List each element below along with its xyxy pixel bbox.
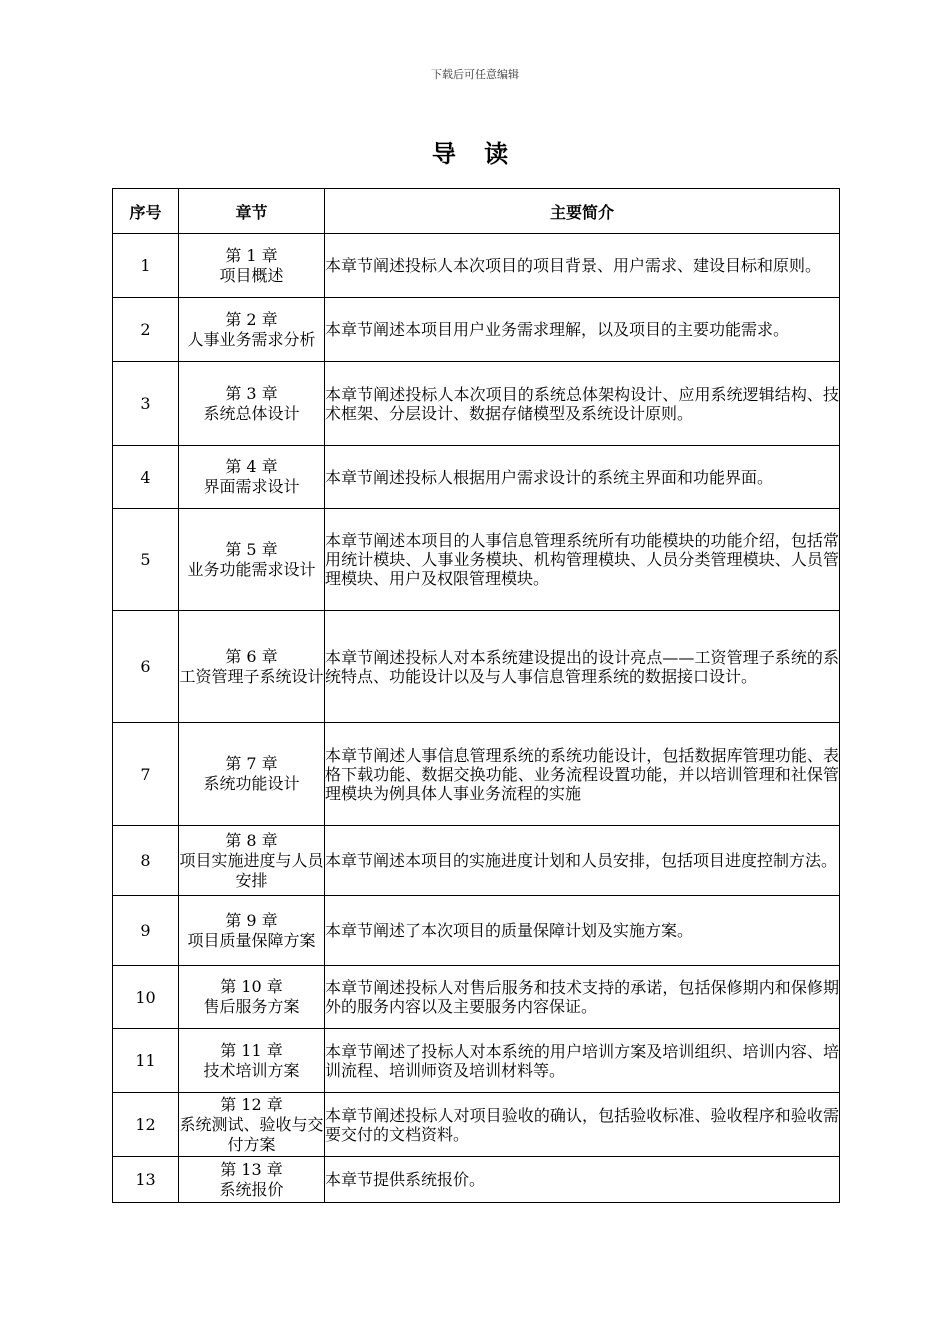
- chapter-summary: 本章节阐述投标人对项目验收的确认，包括验收标准、验收程序和验收需要交付的文档资料。: [325, 1093, 840, 1157]
- chapter-summary: 本章节阐述投标人本次项目的项目背景、用户需求、建设目标和原则。: [325, 234, 840, 298]
- table-row: [113, 1157, 840, 1203]
- table-row: [113, 826, 840, 896]
- chapter-cell: [179, 1093, 325, 1157]
- chapter-number: 第 11 章: [220, 1040, 283, 1060]
- table-row: [113, 966, 840, 1029]
- table-row: [113, 509, 840, 611]
- chapter-cell: [179, 966, 325, 1029]
- row-number: 4: [113, 446, 179, 509]
- chapter-name: 项目概述: [219, 265, 284, 285]
- row-number: 10: [113, 966, 179, 1029]
- chapter-cell: [179, 826, 325, 896]
- row-number: 3: [113, 362, 179, 446]
- chapter-cell: [179, 896, 325, 966]
- header-note: 下载后可任意编辑: [431, 68, 519, 81]
- chapter-number: 第 1 章: [225, 245, 278, 265]
- chapter-summary: 本章节阐述投标人对本系统建设提出的设计亮点——工资管理子系统的系统特点、功能设计以及与人事信息管理系统的数据接口设计。: [325, 611, 840, 723]
- chapter-number: 第 8 章: [225, 830, 278, 850]
- chapter-number: 第 5 章: [225, 539, 278, 559]
- chapter-cell: [179, 723, 325, 826]
- chapter-number: 第 10 章: [220, 977, 283, 996]
- chapter-name: 系统报价: [219, 1179, 284, 1199]
- chapter-name: 项目质量保障方案: [187, 930, 316, 950]
- chapter-summary: 本章节阐述投标人对售后服务和技术支持的承诺，包括保修期内和保修期外的服务内容以及主要服务内容保证。: [325, 966, 840, 1029]
- table-row: [113, 611, 840, 723]
- chapter-summary: 本章节阐述投标人本次项目的系统总体架构设计、应用系统逻辑结构、技术框架、分层设计、数据存储模型及系统设计原则。: [325, 362, 840, 446]
- chapter-summary: 本章节提供系统报价。: [325, 1157, 840, 1203]
- row-number: 2: [113, 298, 179, 362]
- table-row: [113, 723, 840, 826]
- chapter-name: 界面需求设计: [203, 477, 300, 496]
- table-row: [113, 1093, 840, 1157]
- chapter-name: 系统测试、验收与交付方案: [179, 1114, 324, 1154]
- header-summary: 主要简介: [325, 189, 840, 234]
- header-no: 序号: [113, 189, 179, 234]
- chapter-cell: [179, 1157, 325, 1203]
- table-row: [113, 362, 840, 446]
- row-number: 7: [113, 723, 179, 826]
- chapter-cell: [179, 611, 325, 723]
- chapter-cell: [179, 509, 325, 611]
- table-row: [113, 446, 840, 509]
- header-chapter: 章节: [179, 189, 325, 234]
- chapter-number: 第 2 章: [225, 309, 278, 329]
- chapter-summary: 本章节阐述了本次项目的质量保障计划及实施方案。: [325, 896, 840, 966]
- row-number: 9: [113, 896, 179, 966]
- chapter-summary: 本章节阐述投标人根据用户需求设计的系统主界面和功能界面。: [325, 446, 840, 509]
- table-row: [113, 234, 840, 298]
- chapter-cell: [179, 446, 325, 509]
- table-row: [113, 896, 840, 966]
- row-number: 5: [113, 509, 179, 611]
- chapter-summary: 本章节阐述本项目用户业务需求理解，以及项目的主要功能需求。: [325, 298, 840, 362]
- chapter-cell: [179, 234, 325, 298]
- chapter-cell: [179, 298, 325, 362]
- chapter-number: 第 7 章: [225, 754, 278, 773]
- row-number: 1: [113, 234, 179, 298]
- row-number: 13: [113, 1157, 179, 1203]
- chapter-number: 第 4 章: [225, 457, 278, 476]
- chapter-summary: 本章节阐述了投标人对本系统的用户培训方案及培训组织、培训内容、培训流程、培训师资及培训材料等。: [325, 1029, 840, 1093]
- chapter-number: 第 3 章: [225, 383, 278, 403]
- chapter-summary: 本章节阐述人事信息管理系统的系统功能设计，包括数据库管理功能、表格下载功能、数据交换功能、业务流程设置功能，并以培训管理和社保管理模块为例具体人事业务流程的实施: [325, 723, 840, 826]
- chapter-name: 项目实施进度与人员安排: [179, 850, 324, 890]
- chapter-number: 第 6 章: [225, 646, 278, 666]
- chapter-number: 第 9 章: [225, 910, 278, 930]
- chapter-summary: 本章节阐述本项目的人事信息管理系统所有功能模块的功能介绍，包括常用统计模块、人事业务模块、机构管理模块、人员分类管理模块、人员管理模块、用户及权限管理模块。: [325, 509, 840, 611]
- chapter-name: 工资管理子系统设计: [179, 666, 324, 686]
- chapter-name: 售后服务方案: [203, 997, 300, 1016]
- chapter-name: 技术培训方案: [203, 1060, 300, 1080]
- chapter-cell: [179, 362, 325, 446]
- row-number: 8: [113, 826, 179, 896]
- chapter-name: 系统功能设计: [203, 774, 300, 793]
- row-number: 12: [113, 1093, 179, 1157]
- table-header-row: [113, 189, 840, 234]
- row-number: 6: [113, 611, 179, 723]
- chapter-name: 业务功能需求设计: [187, 559, 316, 579]
- chapter-summary: 本章节阐述本项目的实施进度计划和人员安排，包括项目进度控制方法。: [325, 826, 840, 896]
- table-row: [113, 298, 840, 362]
- chapter-cell: [179, 1029, 325, 1093]
- chapter-name: 系统总体设计: [203, 403, 300, 423]
- guide-table: [112, 188, 840, 1203]
- row-number: 11: [113, 1029, 179, 1093]
- table-row: [113, 1029, 840, 1093]
- chapter-number: 第 13 章: [220, 1159, 283, 1179]
- chapter-number: 第 12 章: [220, 1094, 283, 1114]
- chapter-name: 人事业务需求分析: [187, 329, 316, 349]
- page-title: 导 读: [431, 140, 519, 168]
